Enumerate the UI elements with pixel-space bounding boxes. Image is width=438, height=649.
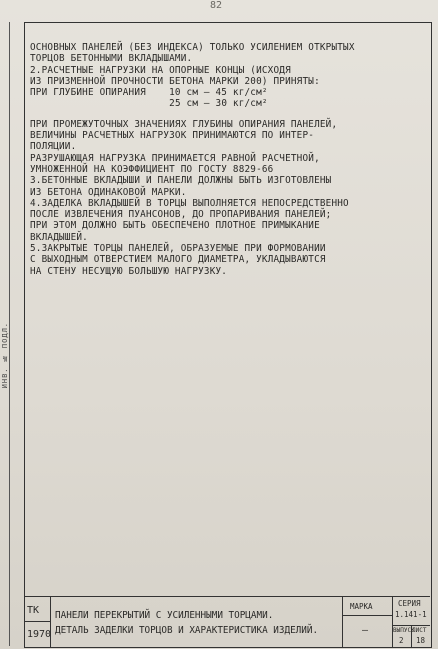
title-block-seria-cell [392,597,430,647]
note-paragraph: 4.ЗАДЕЛКА ВКЛАДЫШЕЙ В ТОРЦЫ ВЫПОЛНЯЕТСЯ НЕПОСРЕДСТВЕННО ПОСЛЕ ИЗВЛЕЧЕНИЯ ПУАНСОНОВ, ДО ПРОПАРИВАНИЯ ПАНЕЛЕЙ; ПРИ ЭТОМ ДОЛЖНО БЫТЬ ОБЕСПЕЧЕНО ПЛОТНОЕ ПРИМЫКАНИЕ ВКЛАДЫШЕЙ. [30,197,349,243]
notes-text [30,42,425,277]
note-paragraph: РАЗРУШАЮЩАЯ НАГРУЗКА ПРИНИМАЕТСЯ РАВНОЙ РАСЧЕТНОЙ, УМНОЖЕННОЙ НА КОЭФФИЦИЕНТ ПО ГОСТУ 8829-66 [30,152,320,175]
title-line-2: ДЕТАЛЬ ЗАДЕЛКИ ТОРЦОВ И ХАРАКТЕРИСТИКА ИЗДЕЛИЙ. [55,625,319,636]
marka-label: МАРКА [350,602,373,611]
seria-value: 1.141-1 [395,610,427,619]
note-paragraph: ПРИ ПРОМЕЖУТОЧНЫХ ЗНАЧЕНИЯХ ГЛУБИНЫ ОПИРАНИЯ ПАНЕЛЕЙ, ВЕЛИЧИНЫ РАСЧЕТНЫХ НАГРУЗОК ПРИНИМАЮТСЯ ПО ИНТЕР- ПОЛЯЦИИ. [30,118,338,153]
list-label: ЛИСТ [412,627,427,634]
title-block [24,596,430,647]
title-block-tk-cell [24,597,51,647]
marka-value: — [362,625,369,636]
seria-label: СЕРИЯ [398,599,421,608]
left-binding-strip [0,22,25,646]
list-value: 18 [416,636,426,645]
page-number: 82 [210,0,223,11]
note-paragraph: 3.БЕТОННЫЕ ВКЛАДЫШИ И ПАНЕЛИ ДОЛЖНЫ БЫТЬ ИЗГОТОВЛЕНЫ ИЗ БЕТОНА ОДИНАКОВОЙ МАРКИ. [30,175,332,198]
year: 1970 [27,629,52,640]
strip-label: ИНВ. № ПОДЛ. [1,322,9,389]
vypusk-value: 2 [399,636,404,645]
note-paragraph: 2.РАСЧЕТНЫЕ НАГРУЗКИ НА ОПОРНЫЕ КОНЦЫ (ИСХОДЯ ИЗ ПРИЗМЕННОЙ ПРОЧНОСТИ БЕТОНА МАРКИ 200) ПРИНЯТЫ: ПРИ ГЛУБИНЕ ОПИРАНИЯ 10 см — 45 кг/см² 25 см — 30 кг/см² [30,64,320,110]
title-block-marka-cell [342,597,393,647]
vypusk-label: ВЫПУСК [393,627,415,634]
title-block-title-cell [50,597,343,647]
note-paragraph: ОСНОВНЫХ ПАНЕЛЕЙ (БЕЗ ИНДЕКСА) ТОЛЬКО УСИЛЕНИЕМ ОТКРЫТЫХ ТОРЦОВ БЕТОННЫМИ ВКЛАДЫШАМИ. [30,42,355,65]
paragraph-gap [30,110,425,119]
strip-divider [9,22,10,646]
note-paragraph: 5.ЗАКРЫТЫЕ ТОРЦЫ ПАНЕЛЕЙ, ОБРАЗУЕМЫЕ ПРИ ФОРМОВАНИИ С ВЫХОДНЫМ ОТВЕРСТИЕМ МАЛОГО ДИАМЕТРА, УКЛАДЫВАЮТСЯ НА СТЕНУ НЕСУЩУЮ БОЛЬШУЮ НАГРУЗКУ. [30,243,326,277]
title-line-1: ПАНЕЛИ ПЕРЕКРЫТИЙ С УСИЛЕННЫМИ ТОРЦАМИ. [55,610,274,621]
tk-code: ТК [27,605,40,616]
